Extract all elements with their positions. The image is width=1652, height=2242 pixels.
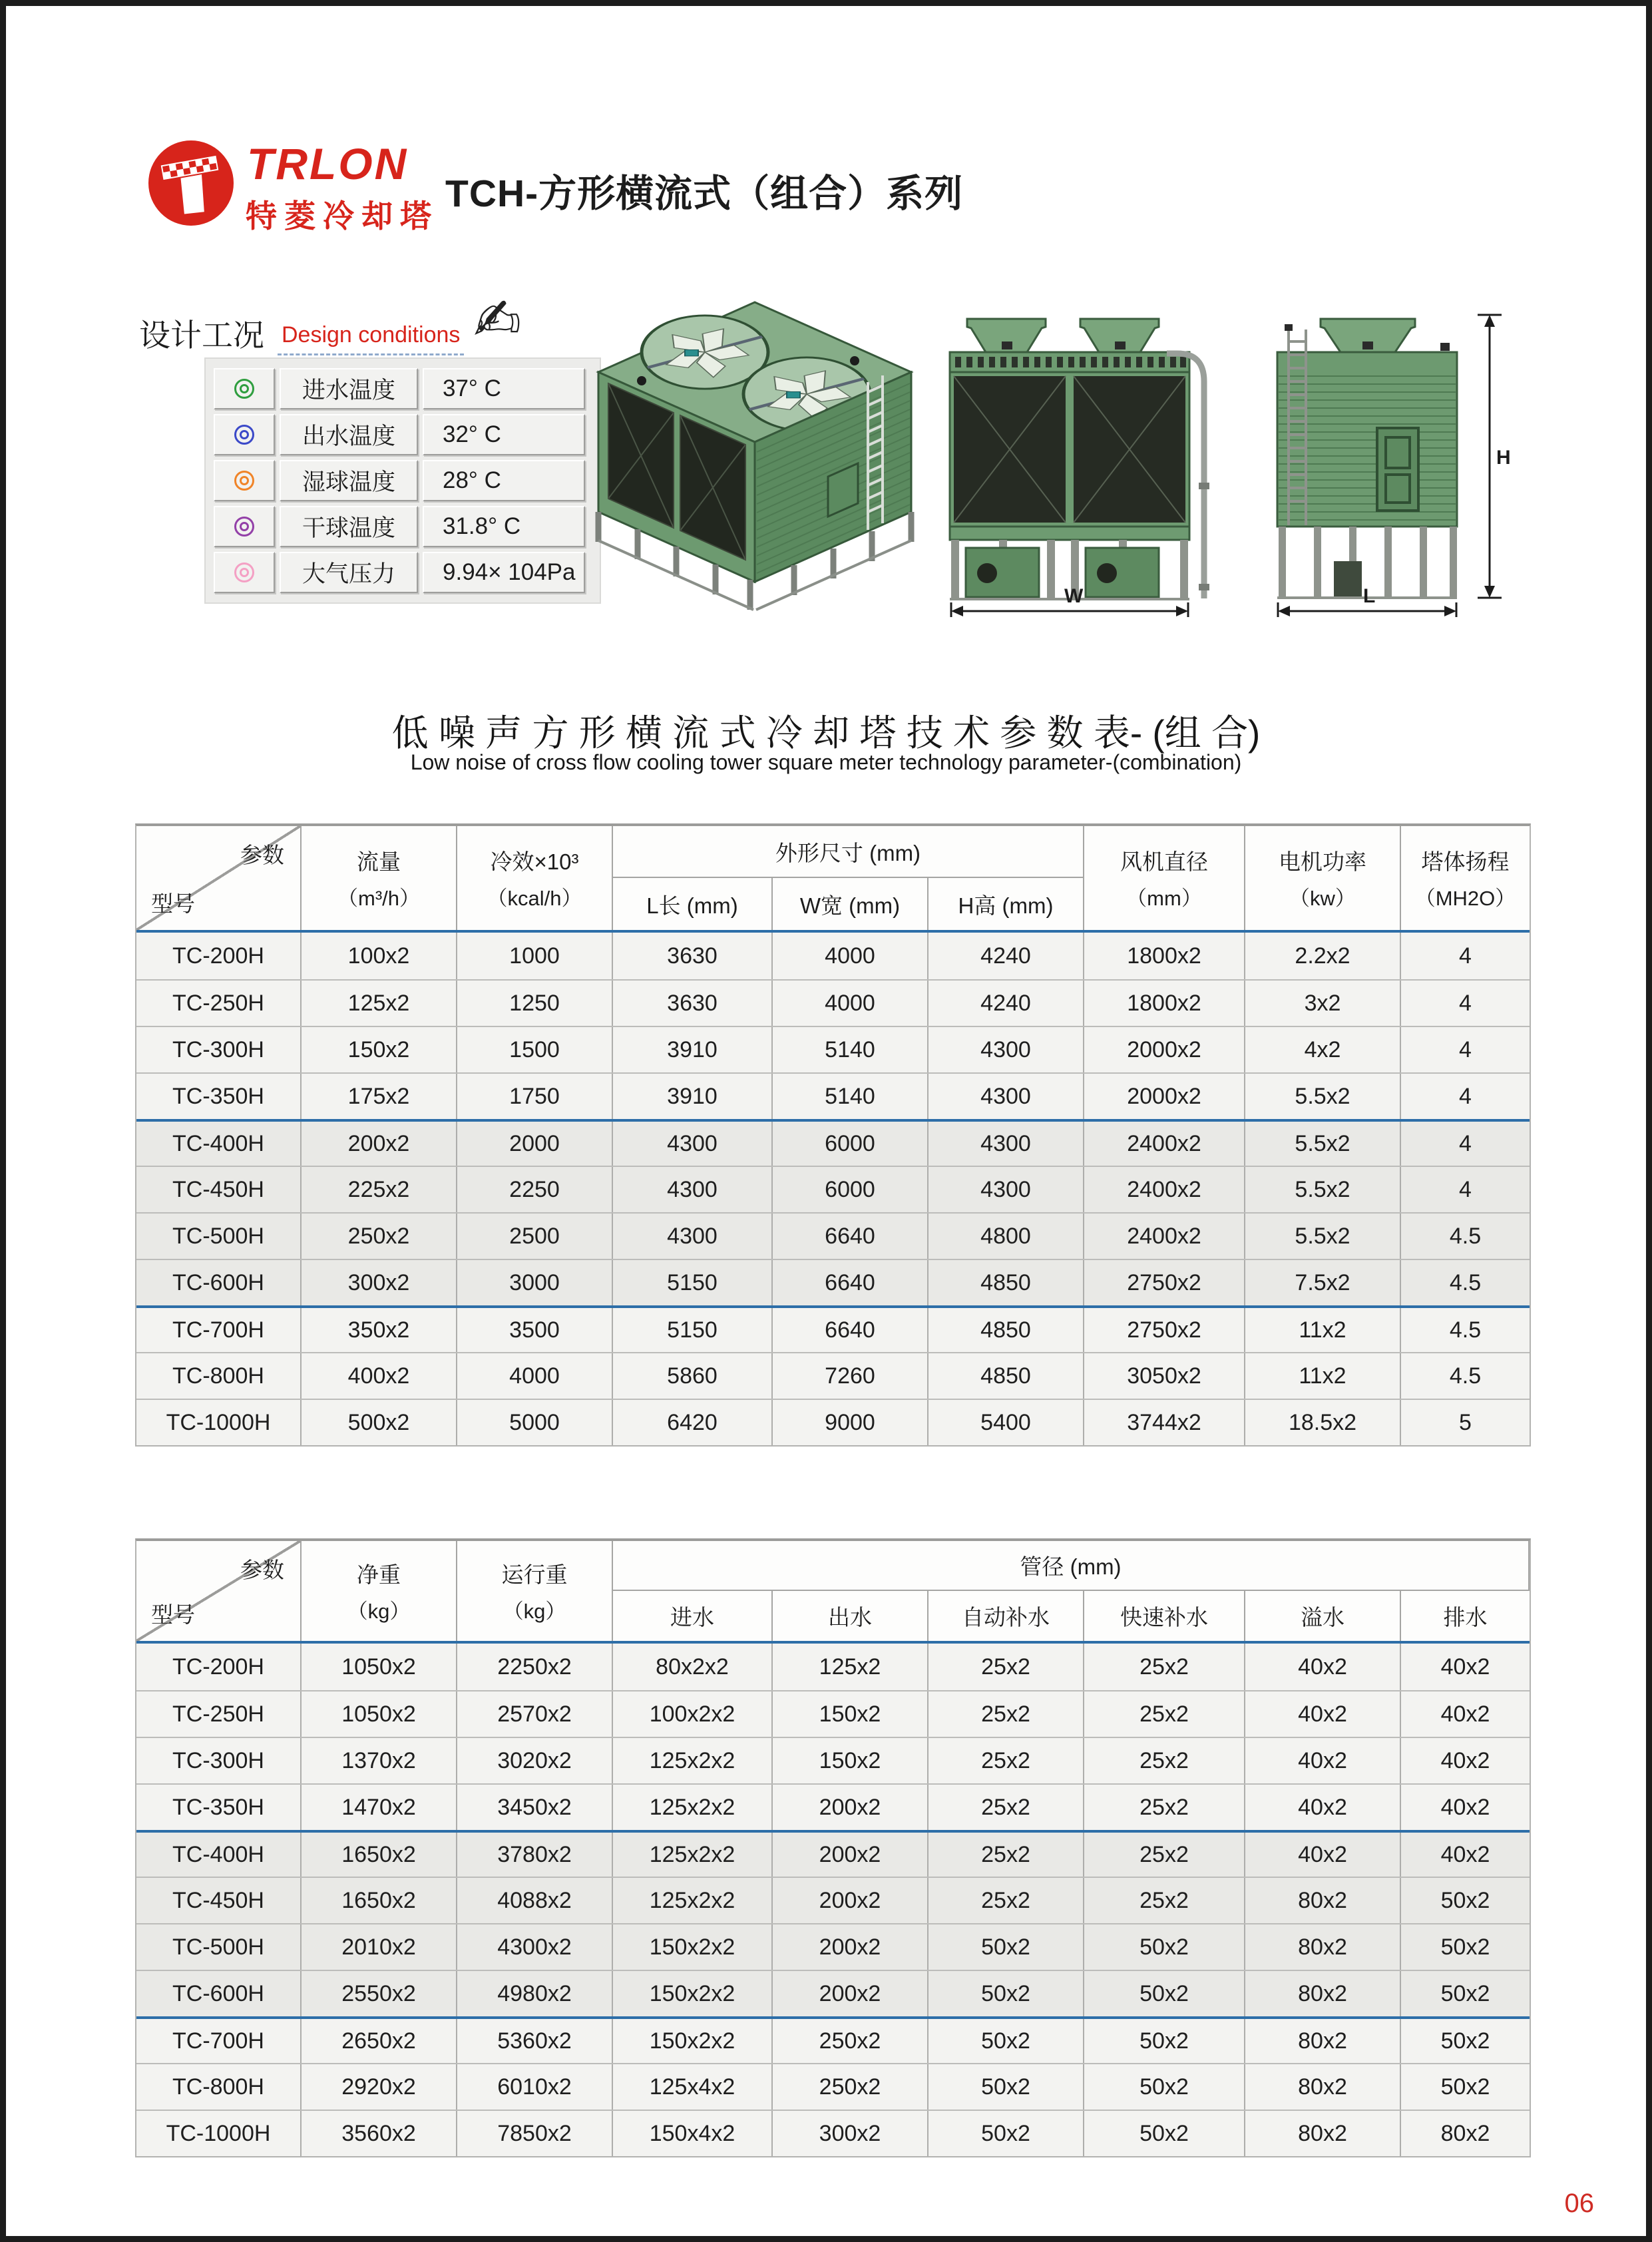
model-cell: TC-800H xyxy=(136,2064,302,2110)
value-cell: 150x2 xyxy=(773,1691,929,1737)
value-cell: 1050x2 xyxy=(302,1644,457,1690)
target-icon-orange xyxy=(234,471,254,491)
value-cell: 2500 xyxy=(457,1214,613,1259)
value-cell: 6010x2 xyxy=(457,2064,613,2110)
value-cell: 50x2 xyxy=(1084,2019,1245,2063)
value-cell: 11x2 xyxy=(1245,1308,1401,1352)
table-row xyxy=(136,1830,1530,1877)
value-cell: 4 xyxy=(1459,990,1472,1016)
value-cell: 100x2 xyxy=(302,933,457,979)
tower-isometric-drawing xyxy=(575,282,938,615)
value-cell: 5400 xyxy=(929,1400,1084,1445)
model-cell: TC-1000H xyxy=(136,1400,302,1445)
condition-icon-cell xyxy=(214,414,275,455)
value-cell: 150x2x2 xyxy=(613,1971,773,2016)
value-cell: 1470x2 xyxy=(302,1785,457,1830)
condition-value: 28° C xyxy=(423,460,585,501)
value-cell: 4000 xyxy=(457,1353,613,1399)
value-cell: 3560x2 xyxy=(302,2111,457,2156)
value-cell: 40x2 xyxy=(1245,1691,1401,1737)
value-cell: 2550x2 xyxy=(302,1971,457,2016)
header-dimensions-group: 外形尺寸 (mm) xyxy=(613,826,1084,878)
value-cell: 3744x2 xyxy=(1084,1400,1245,1445)
condition-label: 大气压力 xyxy=(280,552,418,593)
value-cell: 80x2 xyxy=(1245,2111,1401,2156)
value-cell: 4850 xyxy=(929,1260,1084,1305)
value-cell: 5360x2 xyxy=(457,2019,613,2063)
model-cell: TC-200H xyxy=(136,933,302,979)
value-cell: 40x2 xyxy=(1245,1644,1401,1690)
value-cell: 80x2 xyxy=(1440,2120,1490,2146)
model-cell: TC-400H xyxy=(136,1833,302,1877)
value-cell: 1050x2 xyxy=(302,1691,457,1737)
model-cell: TC-600H xyxy=(136,1260,302,1305)
table-row xyxy=(136,1737,1530,1783)
value-cell: 4 xyxy=(1459,1176,1472,1202)
value-cell: 6000 xyxy=(773,1122,929,1166)
value-cell: 50x2 xyxy=(1440,2074,1490,2100)
brand-name: TRLON xyxy=(247,139,409,188)
value-cell: 125x2 xyxy=(302,981,457,1026)
value-cell: 40x2 xyxy=(1440,1794,1490,1820)
value-cell: 4300 xyxy=(929,1027,1084,1072)
value-cell: 1370x2 xyxy=(302,1738,457,1783)
value-cell: 4.5 xyxy=(1449,1223,1482,1249)
target-icon-green xyxy=(234,379,254,399)
value-cell: 4800 xyxy=(929,1214,1084,1259)
condition-icon-cell xyxy=(214,552,275,593)
corner-label-parameter: 参数 xyxy=(240,843,284,867)
value-cell: 40x2 xyxy=(1440,1701,1490,1727)
value-cell: 5.5x2 xyxy=(1245,1214,1401,1259)
table-row xyxy=(136,1119,1530,1166)
header-dim-width: W宽 (mm) xyxy=(773,878,929,930)
value-cell: 300x2 xyxy=(773,2111,929,2156)
weight-pipe-table xyxy=(135,1538,1531,2157)
model-cell: TC-350H xyxy=(136,1785,302,1830)
value-cell: 4300 xyxy=(929,1074,1084,1119)
model-cell: TC-700H xyxy=(136,1308,302,1352)
value-cell: 80x2 xyxy=(1245,1878,1401,1923)
value-cell: 200x2 xyxy=(773,1878,929,1923)
value-cell: 4000 xyxy=(773,981,929,1026)
value-cell: 40x2 xyxy=(1440,1654,1490,1680)
value-cell: 50x2 xyxy=(929,2064,1084,2110)
value-cell: 1750 xyxy=(457,1074,613,1119)
value-cell: 50x2 xyxy=(929,1971,1084,2016)
table2-body xyxy=(136,1644,1530,2156)
value-cell: 3630 xyxy=(613,933,773,979)
value-cell: 5150 xyxy=(613,1260,773,1305)
value-cell: 25x2 xyxy=(929,1833,1084,1877)
page-title: TCH-方形横流式（组合）系列 xyxy=(445,172,964,215)
value-cell: 6640 xyxy=(773,1260,929,1305)
value-cell: 2650x2 xyxy=(302,2019,457,2063)
header-net-weight: 净重 （kg） xyxy=(302,1541,457,1641)
design-condition-row xyxy=(214,552,592,593)
value-cell: 200x2 xyxy=(773,1833,929,1877)
design-conditions-table xyxy=(204,357,601,604)
model-cell: TC-200H xyxy=(136,1644,302,1690)
corner-label-model: 型号 xyxy=(151,891,195,916)
model-cell: TC-250H xyxy=(136,981,302,1026)
header-running-weight: 运行重 （kg） xyxy=(457,1541,613,1641)
value-cell: 3020x2 xyxy=(457,1738,613,1783)
value-cell: 80x2 xyxy=(1245,2019,1401,2063)
model-cell: TC-450H xyxy=(136,1167,302,1212)
design-condition-row xyxy=(214,506,592,547)
dim-w-label: W xyxy=(1064,585,1084,607)
condition-value: 37° C xyxy=(423,368,585,409)
condition-icon-cell xyxy=(214,506,275,547)
value-cell: 125x4x2 xyxy=(613,2064,773,2110)
value-cell: 125x2 xyxy=(773,1644,929,1690)
value-cell: 175x2 xyxy=(302,1074,457,1119)
value-cell: 80x2 xyxy=(1245,2064,1401,2110)
value-cell: 2750x2 xyxy=(1084,1260,1245,1305)
table-section-title-en: Low noise of cross flow cooling tower square meter technology parameter-(combination) xyxy=(410,750,1242,774)
condition-icon-cell xyxy=(214,460,275,501)
header-pipe-overflow: 溢水 xyxy=(1245,1591,1401,1641)
model-cell: TC-250H xyxy=(136,1691,302,1737)
model-cell: TC-1000H xyxy=(136,2111,302,2156)
value-cell: 3x2 xyxy=(1245,981,1401,1026)
design-conditions-label-en: Design conditions xyxy=(278,322,464,355)
value-cell: 5.5x2 xyxy=(1245,1074,1401,1119)
value-cell: 2570x2 xyxy=(457,1691,613,1737)
model-cell: TC-500H xyxy=(136,1924,302,1970)
value-cell: 50x2 xyxy=(1084,1924,1245,1970)
header-fan-diameter: 风机直径 （mm） xyxy=(1084,826,1245,930)
value-cell: 4300 xyxy=(613,1167,773,1212)
page-number: 06 xyxy=(1564,2189,1594,2218)
target-icon-purple xyxy=(234,517,254,537)
value-cell: 4850 xyxy=(929,1353,1084,1399)
value-cell: 125x2x2 xyxy=(613,1738,773,1783)
table-row xyxy=(136,2063,1530,2110)
value-cell: 25x2 xyxy=(1084,1644,1245,1690)
value-cell: 9000 xyxy=(773,1400,929,1445)
value-cell: 2400x2 xyxy=(1084,1122,1245,1166)
table-row xyxy=(136,1305,1530,1352)
value-cell: 2010x2 xyxy=(302,1924,457,1970)
value-cell: 1250 xyxy=(457,981,613,1026)
tower-front-view-drawing xyxy=(943,304,1229,622)
value-cell: 1800x2 xyxy=(1084,933,1245,979)
value-cell: 2.2x2 xyxy=(1245,933,1401,979)
value-cell: 5140 xyxy=(773,1027,929,1072)
value-cell: 25x2 xyxy=(1084,1785,1245,1830)
value-cell: 25x2 xyxy=(929,1878,1084,1923)
value-cell: 225x2 xyxy=(302,1167,457,1212)
table-row xyxy=(136,979,1530,1026)
value-cell: 4 xyxy=(1459,1083,1472,1109)
value-cell: 2000x2 xyxy=(1084,1074,1245,1119)
value-cell: 40x2 xyxy=(1440,1841,1490,1867)
value-cell: 500x2 xyxy=(302,1400,457,1445)
value-cell: 350x2 xyxy=(302,1308,457,1352)
value-cell: 25x2 xyxy=(929,1691,1084,1737)
value-cell: 50x2 xyxy=(1440,1934,1490,1960)
value-cell: 80x2 xyxy=(1245,1971,1401,2016)
value-cell: 6640 xyxy=(773,1214,929,1259)
access-door xyxy=(1377,428,1418,511)
value-cell: 5.5x2 xyxy=(1245,1122,1401,1166)
header-pump-head: 塔体扬程 （MH2O） xyxy=(1414,849,1516,910)
value-cell: 50x2 xyxy=(929,1924,1084,1970)
value-cell: 50x2 xyxy=(929,2111,1084,2156)
model-cell: TC-600H xyxy=(136,1971,302,2016)
value-cell: 3630 xyxy=(613,981,773,1026)
model-cell: TC-300H xyxy=(136,1738,302,1783)
value-cell: 4300x2 xyxy=(457,1924,613,1970)
design-conditions-heading xyxy=(139,288,522,355)
dim-h-label: H xyxy=(1496,447,1511,469)
condition-label: 进水温度 xyxy=(280,368,418,409)
value-cell: 2250x2 xyxy=(457,1644,613,1690)
value-cell: 40x2 xyxy=(1245,1738,1401,1783)
corner-label-parameter: 参数 xyxy=(240,1558,284,1582)
value-cell: 25x2 xyxy=(929,1738,1084,1783)
table-row xyxy=(136,1026,1530,1072)
header-cooling-capacity: 冷效×10³ （kcal/h） xyxy=(457,826,613,930)
target-icon-pink xyxy=(234,562,254,582)
value-cell: 4300 xyxy=(929,1122,1084,1166)
value-cell: 2000x2 xyxy=(1084,1027,1245,1072)
condition-label: 湿球温度 xyxy=(280,460,418,501)
value-cell: 2400x2 xyxy=(1084,1214,1245,1259)
table-row xyxy=(136,933,1530,979)
table-row xyxy=(136,1072,1530,1119)
design-condition-row xyxy=(214,414,592,455)
value-cell: 11x2 xyxy=(1245,1353,1401,1399)
header-dim-height: H高 (mm) xyxy=(929,878,1084,930)
brand-subname: 特菱冷却塔 xyxy=(246,198,439,234)
model-cell: TC-800H xyxy=(136,1353,302,1399)
value-cell: 300x2 xyxy=(302,1260,457,1305)
value-cell: 125x2x2 xyxy=(613,1833,773,1877)
value-cell: 5860 xyxy=(613,1353,773,1399)
value-cell: 80x2x2 xyxy=(613,1644,773,1690)
value-cell: 1800x2 xyxy=(1084,981,1245,1026)
model-cell: TC-450H xyxy=(136,1878,302,1923)
value-cell: 4 xyxy=(1459,1036,1472,1062)
header-flow: 流量 （m³/h） xyxy=(302,826,457,930)
value-cell: 50x2 xyxy=(1084,1971,1245,2016)
value-cell: 4980x2 xyxy=(457,1971,613,2016)
table-row xyxy=(136,1690,1530,1737)
design-condition-row xyxy=(214,460,592,501)
writing-hand-icon: ✍ xyxy=(473,288,522,352)
value-cell: 125x2x2 xyxy=(613,1785,773,1830)
value-cell: 4300 xyxy=(613,1214,773,1259)
value-cell: 150x2 xyxy=(302,1027,457,1072)
value-cell: 150x2x2 xyxy=(613,2019,773,2063)
value-cell: 2250 xyxy=(457,1167,613,1212)
table-row xyxy=(136,1970,1530,2016)
table-row xyxy=(136,1877,1530,1923)
corner-header-cell xyxy=(136,826,302,930)
header-pipe-drain: 排水 xyxy=(1443,1605,1488,1630)
value-cell: 1500 xyxy=(457,1027,613,1072)
corner-header-cell xyxy=(136,1541,302,1641)
value-cell: 7260 xyxy=(773,1353,929,1399)
header-pipe-auto-makeup: 自动补水 xyxy=(929,1591,1084,1641)
header-dim-length: L长 (mm) xyxy=(613,878,773,930)
value-cell: 4850 xyxy=(929,1308,1084,1352)
value-cell: 50x2 xyxy=(1084,2111,1245,2156)
value-cell: 40x2 xyxy=(1440,1747,1490,1773)
tower-side-view-drawing xyxy=(1241,304,1514,622)
value-cell: 50x2 xyxy=(1440,1887,1490,1913)
header-pipe-quick-makeup: 快速补水 xyxy=(1084,1591,1245,1641)
table-row xyxy=(136,1644,1530,1690)
target-icon-blue xyxy=(234,425,254,445)
value-cell: 4000 xyxy=(773,933,929,979)
value-cell: 4300 xyxy=(613,1122,773,1166)
value-cell: 200x2 xyxy=(302,1122,457,1166)
value-cell: 7.5x2 xyxy=(1245,1260,1401,1305)
value-cell: 200x2 xyxy=(773,1924,929,1970)
header-motor-power: 电机功率 （kw） xyxy=(1245,826,1401,930)
table-row xyxy=(136,2016,1530,2063)
value-cell: 2750x2 xyxy=(1084,1308,1245,1352)
value-cell: 4240 xyxy=(929,981,1084,1026)
technical-parameter-table xyxy=(135,823,1531,1447)
header-pipe-group: 管径 (mm) xyxy=(613,1541,1530,1591)
value-cell: 4.5 xyxy=(1449,1269,1482,1295)
value-cell: 1650x2 xyxy=(302,1878,457,1923)
value-cell: 150x2 xyxy=(773,1738,929,1783)
value-cell: 25x2 xyxy=(1084,1878,1245,1923)
table-section-title-zh: 低 噪 声 方 形 横 流 式 冷 却 塔 技 术 参 数 表- (组 合) xyxy=(391,712,1261,754)
value-cell: 5000 xyxy=(457,1400,613,1445)
value-cell: 25x2 xyxy=(929,1785,1084,1830)
value-cell: 25x2 xyxy=(1084,1738,1245,1783)
table1-header xyxy=(136,826,1530,933)
model-cell: TC-350H xyxy=(136,1074,302,1119)
value-cell: 40x2 xyxy=(1245,1785,1401,1830)
value-cell: 4 xyxy=(1459,1130,1472,1156)
table-row xyxy=(136,1923,1530,1970)
value-cell: 100x2x2 xyxy=(613,1691,773,1737)
value-cell: 5.5x2 xyxy=(1245,1167,1401,1212)
value-cell: 250x2 xyxy=(302,1214,457,1259)
value-cell: 25x2 xyxy=(929,1644,1084,1690)
model-cell: TC-400H xyxy=(136,1122,302,1166)
value-cell: 4240 xyxy=(929,933,1084,979)
value-cell: 50x2 xyxy=(929,2019,1084,2063)
table-row xyxy=(136,1212,1530,1259)
value-cell: 4.5 xyxy=(1449,1317,1482,1343)
value-cell: 3500 xyxy=(457,1308,613,1352)
value-cell: 50x2 xyxy=(1440,2028,1490,2054)
table-row xyxy=(136,1259,1530,1305)
condition-value: 31.8° C xyxy=(423,506,585,547)
design-condition-row xyxy=(214,368,592,409)
value-cell: 250x2 xyxy=(773,2019,929,2063)
value-cell: 5150 xyxy=(613,1308,773,1352)
value-cell: 400x2 xyxy=(302,1353,457,1399)
value-cell: 50x2 xyxy=(1440,1980,1490,2006)
value-cell: 80x2 xyxy=(1245,1924,1401,1970)
value-cell: 4088x2 xyxy=(457,1878,613,1923)
model-cell: TC-700H xyxy=(136,2019,302,2063)
condition-value: 9.94× 104Pa xyxy=(423,552,585,593)
value-cell: 250x2 xyxy=(773,2064,929,2110)
value-cell: 40x2 xyxy=(1245,1833,1401,1877)
value-cell: 1650x2 xyxy=(302,1833,457,1877)
value-cell: 3050x2 xyxy=(1084,1353,1245,1399)
value-cell: 150x2x2 xyxy=(613,1924,773,1970)
value-cell: 6640 xyxy=(773,1308,929,1352)
dim-l-label: L xyxy=(1363,585,1376,607)
value-cell: 200x2 xyxy=(773,1785,929,1830)
value-cell: 3910 xyxy=(613,1027,773,1072)
table1-body xyxy=(136,933,1530,1445)
value-cell: 4.5 xyxy=(1449,1363,1482,1389)
value-cell: 4x2 xyxy=(1245,1027,1401,1072)
value-cell: 25x2 xyxy=(1084,1833,1245,1877)
value-cell: 6420 xyxy=(613,1400,773,1445)
value-cell: 3910 xyxy=(613,1074,773,1119)
value-cell: 200x2 xyxy=(773,1971,929,2016)
value-cell: 3780x2 xyxy=(457,1833,613,1877)
value-cell: 25x2 xyxy=(1084,1691,1245,1737)
value-cell: 7850x2 xyxy=(457,2111,613,2156)
condition-icon-cell xyxy=(214,368,275,409)
table-row xyxy=(136,1352,1530,1399)
table-row xyxy=(136,2110,1530,2156)
value-cell: 2920x2 xyxy=(302,2064,457,2110)
value-cell: 4300 xyxy=(929,1167,1084,1212)
model-cell: TC-300H xyxy=(136,1027,302,1072)
header-pipe-inlet: 进水 xyxy=(613,1591,773,1641)
table-row xyxy=(136,1166,1530,1212)
table-row xyxy=(136,1783,1530,1830)
value-cell: 1000 xyxy=(457,933,613,979)
value-cell: 4 xyxy=(1459,943,1472,969)
condition-label: 出水温度 xyxy=(280,414,418,455)
condition-value: 32° C xyxy=(423,414,585,455)
corner-label-model: 型号 xyxy=(151,1602,195,1627)
value-cell: 5140 xyxy=(773,1074,929,1119)
table2-header xyxy=(136,1541,1530,1644)
design-conditions-label-zh: 设计工况 xyxy=(139,318,264,353)
value-cell: 3000 xyxy=(457,1260,613,1305)
value-cell: 150x4x2 xyxy=(613,2111,773,2156)
value-cell: 3450x2 xyxy=(457,1785,613,1830)
table-row xyxy=(136,1399,1530,1445)
condition-label: 干球温度 xyxy=(280,506,418,547)
value-cell: 2000 xyxy=(457,1122,613,1166)
value-cell: 18.5x2 xyxy=(1245,1400,1401,1445)
value-cell: 5 xyxy=(1459,1409,1472,1435)
value-cell: 50x2 xyxy=(1084,2064,1245,2110)
model-cell: TC-500H xyxy=(136,1214,302,1259)
header-pipe-outlet: 出水 xyxy=(773,1591,929,1641)
value-cell: 125x2x2 xyxy=(613,1878,773,1923)
value-cell: 2400x2 xyxy=(1084,1167,1245,1212)
value-cell: 6000 xyxy=(773,1167,929,1212)
